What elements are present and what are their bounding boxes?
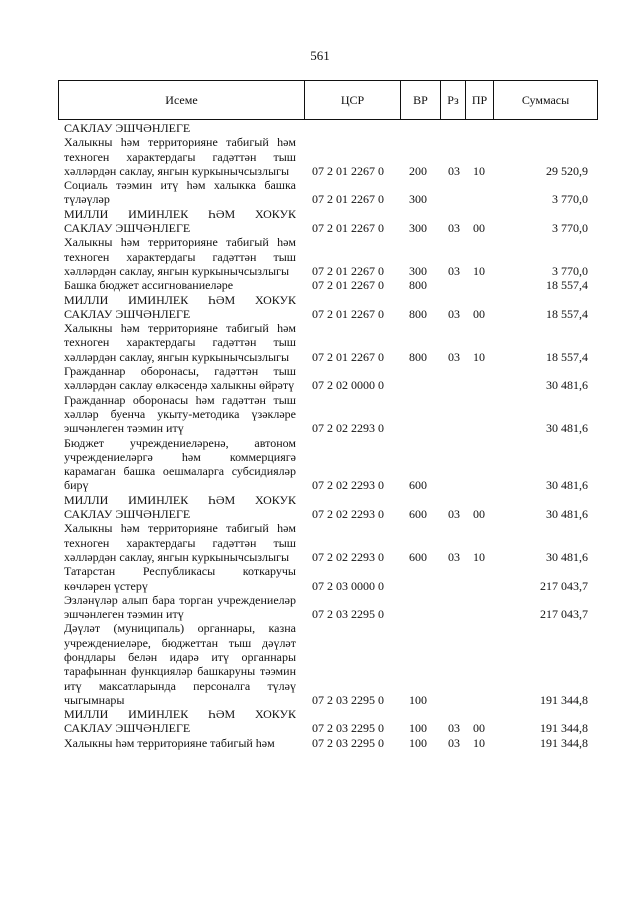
row-rz: 03 [448,306,460,321]
row-code: 07 2 01 2267 0 [312,278,384,293]
row-sum: 3 770,0 [552,221,588,236]
row-name: МИЛЛИ ИМИНЛЕК ҺӘМ ХОКУК САКЛАУ ЭШЧӘНЛЕГЕ [64,206,296,236]
row-name: МИЛЛИ ИМИНЛЕК ҺӘМ ХОКУК САКЛАУ ЭШЧӘНЛЕГЕ [64,292,296,321]
row-code: 07 2 01 2267 0 [312,221,384,236]
row-vr: 800 [409,349,427,364]
row-name: Бюджет учреждениеләренә, автоном учреждениеләргә һәм коммерциягә карамаган башка оешмаларга субсидияләр бирү [64,435,296,493]
table-row [64,593,604,622]
row-vr: 300 [409,192,427,207]
row-pr: 10 [473,735,485,750]
row-code: 07 2 03 2295 0 [312,721,384,736]
header-pr: ПР [465,81,493,119]
row-code: 07 2 01 2267 0 [312,263,384,278]
header-code: ЦСР [304,81,400,119]
table-row [64,178,604,207]
row-name: Халыкны һәм территорияне табигый һәм [64,735,275,750]
table-row [64,321,604,364]
row-code: 07 2 03 2295 0 [312,735,384,750]
row-pr: 10 [473,549,485,564]
row-code: 07 2 02 2293 0 [312,507,384,522]
row-name: Халыкны һәм территорияне табигый һәм техноген характердагы гадәттән тыш хәлләрдән саклау, янгын куркынычсызлыгы [64,321,296,364]
row-sum: 30 481,6 [546,478,588,493]
header-name: Исеме [165,93,198,107]
row-code: 07 2 03 2295 0 [312,607,384,622]
row-name: Халыкны һәм территорияне табигый һәм техноген характердагы гадәттән тыш хәлләрдән саклау, янгын куркынычсызлыгы [64,521,296,564]
row-name: Гражданнар оборонасы, гадәттән тыш хәлләрдән саклау өлкәсендә халыкны өйрәтү [64,364,296,393]
row-rz: 03 [448,221,460,236]
row-vr: 100 [409,721,427,736]
row-sum: 191 344,8 [540,692,588,707]
row-sum: 29 520,9 [546,163,588,178]
table-row [64,621,604,707]
row-sum: 191 344,8 [540,735,588,750]
row-code: 07 2 03 2295 0 [312,692,384,707]
row-sum: 217 043,7 [540,607,588,622]
table-row [64,278,604,292]
row-rz: 03 [448,721,460,736]
row-name: Татарстан Республикасы коткаручы көчләрен үстерү [64,564,296,593]
row-name: Социаль тәэмин итү һәм халыкка башка түләүләр [64,178,296,207]
header-vr: ВР [400,81,440,119]
row-rz: 03 [448,507,460,522]
row-code: 07 2 02 0000 0 [312,378,384,393]
row-code: 07 2 02 2293 0 [312,421,384,436]
row-vr: 200 [409,163,427,178]
table-row [64,436,604,493]
row-code: 07 2 01 2267 0 [312,349,384,364]
table-row [64,493,604,522]
row-sum: 191 344,8 [540,721,588,736]
table-row [64,364,604,393]
row-sum: 30 481,6 [546,378,588,393]
row-code: 07 2 01 2267 0 [312,306,384,321]
table-row [64,135,604,178]
table-row [64,521,604,564]
table-row [64,736,604,750]
row-name: МИЛЛИ ИМИНЛЕК ҺӘМ ХОКУК САКЛАУ ЭШЧӘНЛЕГЕ [64,492,296,522]
row-rz: 03 [448,349,460,364]
row-pr: 10 [473,263,485,278]
row-sum: 3 770,0 [552,263,588,278]
row-vr: 300 [409,263,427,278]
row-pr: 00 [473,507,485,522]
row-vr: 100 [409,735,427,750]
row-rz: 03 [448,549,460,564]
row-pr: 00 [473,721,485,736]
row-name: Дәүләт (муниципаль) органнары, казна учреждениеләре, бюджеттан тыш дәүләт фондлары белән идарә итү органнары тарафыннан функцияләр башкаруны тәэмин итү максатларында персоналга түләү чыгымнары [64,621,296,707]
row-name: МИЛЛИ ИМИНЛЕК ҺӘМ ХОКУК САКЛАУ ЭШЧӘНЛЕГЕ [64,707,296,736]
row-sum: 30 481,6 [546,549,588,564]
table-header [58,80,598,120]
row-vr: 600 [409,478,427,493]
table-row [64,121,604,135]
page-number: 561 [310,48,330,63]
row-vr: 100 [409,692,427,707]
row-code: 07 2 03 0000 0 [312,578,384,593]
row-name: Халыкны һәм территорияне табигый һәм техноген характердагы гадәттән тыш хәлләрдән саклау, янгын куркынычсызлыгы [64,235,296,278]
row-sum: 3 770,0 [552,192,588,207]
row-sum: 30 481,6 [546,507,588,522]
row-pr: 00 [473,306,485,321]
row-vr: 800 [409,306,427,321]
row-sum: 18 557,4 [546,278,588,293]
row-code: 07 2 01 2267 0 [312,192,384,207]
row-pr: 00 [473,221,485,236]
table-row [64,207,604,236]
row-vr: 600 [409,507,427,522]
table-row [64,293,604,322]
row-sum: 30 481,6 [546,421,588,436]
row-code: 07 2 02 2293 0 [312,478,384,493]
table-row [64,393,604,436]
table-row [64,235,604,278]
row-rz: 03 [448,163,460,178]
table-row [64,564,604,593]
row-vr: 800 [409,278,427,293]
row-code: 07 2 01 2267 0 [312,163,384,178]
row-vr: 300 [409,221,427,236]
row-name: Гражданнар оборонасы һәм гадәттән тыш хәлләр буенча укыту-методика үзәкләре эшчәнлеген тәэмин итү [64,392,296,436]
row-name: Халыкны һәм территорияне табигый һәм техноген характердагы гадәттән тыш хәлләрдән саклау, янгын куркынычсызлыгы [64,135,296,178]
table-body [64,121,604,750]
row-pr: 10 [473,163,485,178]
row-sum: 217 043,7 [540,578,588,593]
table-row [64,707,604,736]
row-name: Башка бюджет ассигнованиеләре [64,278,234,293]
row-name: Эзләнүләр алып бара торган учреждениеләр эшчәнлеген тәэмин итү [64,592,296,622]
header-sum: Суммасы [493,81,597,119]
row-code: 07 2 02 2293 0 [312,549,384,564]
row-pr: 10 [473,349,485,364]
header-rz: Рз [440,81,465,119]
row-sum: 18 557,4 [546,349,588,364]
row-vr: 600 [409,549,427,564]
row-rz: 03 [448,735,460,750]
row-rz: 03 [448,263,460,278]
row-sum: 18 557,4 [546,306,588,321]
row-name: САКЛАУ ЭШЧӘНЛЕГЕ [64,121,191,135]
